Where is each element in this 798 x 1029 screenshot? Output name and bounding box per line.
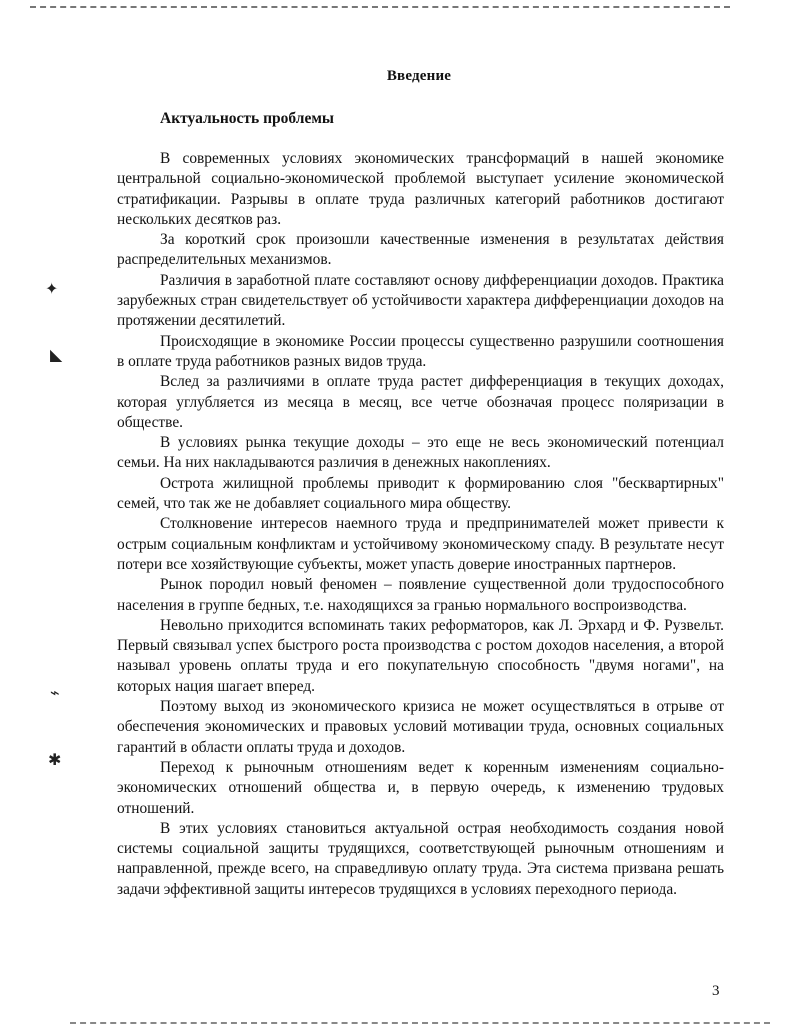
paragraph: Переход к рыночным отношениям ведет к коренным изменениям социально-экономических отношений общества и, в первую очередь, к изменению трудовых отношений. (117, 758, 724, 817)
hole-punch-mark-icon: ✱ (48, 752, 62, 769)
paragraph: Рынок породил новый феномен – появление существенной доли трудоспособного населения в группе бедных, т.е. находящихся за гранью нормального воспроизводства. (117, 576, 724, 614)
paragraph: За короткий срок произошли качественные изменения в результатах действия распределительных механизмов. (117, 231, 724, 269)
document-title: Введение (386, 68, 452, 84)
paragraph: Столкновение интересов наемного труда и предпринимателей может привести к острым социальным конфликтам и устойчивому экономическому спаду. В результате несут потери все хозяйствующие субъекты, может упасть доверие иностранных партнеров. (117, 515, 724, 573)
hole-punch-mark-icon: ◣ (50, 347, 63, 364)
paragraph: В условиях рынка текущие доходы – это еще не весь экономический потенциал семьи. На них накладываются различия в денежных накоплениях. (117, 434, 724, 472)
paragraph: В современных условиях экономических трансформаций в нашей экономике центральной социально-экономической проблемой выступает усиление экономической стратификации. Разрывы в оплате труда различных категорий работников достигают нескольких десятков раз. (117, 150, 724, 228)
paragraph: Вслед за различиями в оплате труда растет дифференциация в текущих доходах, которая углубляется из месяца в месяц, все четче обозначая процесс поляризации в обществе. (117, 373, 724, 431)
scan-edge-top (30, 6, 730, 8)
page-number: 3 (712, 983, 720, 999)
hole-punch-mark-icon: ✦ (45, 281, 59, 298)
document-body (117, 149, 724, 900)
paragraph: Острота жилищной проблемы приводит к формированию слоя "бесквартирных" семей, что так же не добавляет социального мира обществу. (117, 474, 724, 513)
paragraph: В этих условиях становиться актуальной острая необходимость создания новой системы социальной защиты трудящихся, соответствующей рыночным отношениям и направленной, прежде всего, на справедливую оплату труда. Эта система призвана решать задачи эффективной защиты интересов трудящихся в условиях переходного периода. (117, 819, 724, 898)
paragraph: Различия в заработной плате составляют основу дифференциации доходов. Практика зарубежных стран свидетельствует об устойчивости характера дифференциации доходов на протяжении десятилетий. (117, 271, 724, 330)
scan-edge-bottom (70, 1022, 770, 1024)
hole-punch-mark-icon: ⌁ (50, 685, 60, 702)
paragraph: Невольно приходится вспоминать таких реформаторов, как Л. Эрхард и Ф. Рузвельт. Первый связывал успех быстрого роста производства с ростом доходов населения, а второй называл уровень оплаты труда и его покупательную способность "двумя ногами", на которых нация шагает вперед. (117, 616, 724, 695)
section-title: Актуальность проблемы (160, 110, 335, 127)
paragraph: Поэтому выход из экономического кризиса не может осуществляться в отрыве от обеспечения экономических и правовых условий мотивации труда, основных социальных гарантий в области оплаты труда и доходов. (117, 698, 724, 756)
paragraph: Происходящие в экономике России процессы существенно разрушили соотношения в оплате труда работников разных видов труда. (117, 332, 724, 370)
